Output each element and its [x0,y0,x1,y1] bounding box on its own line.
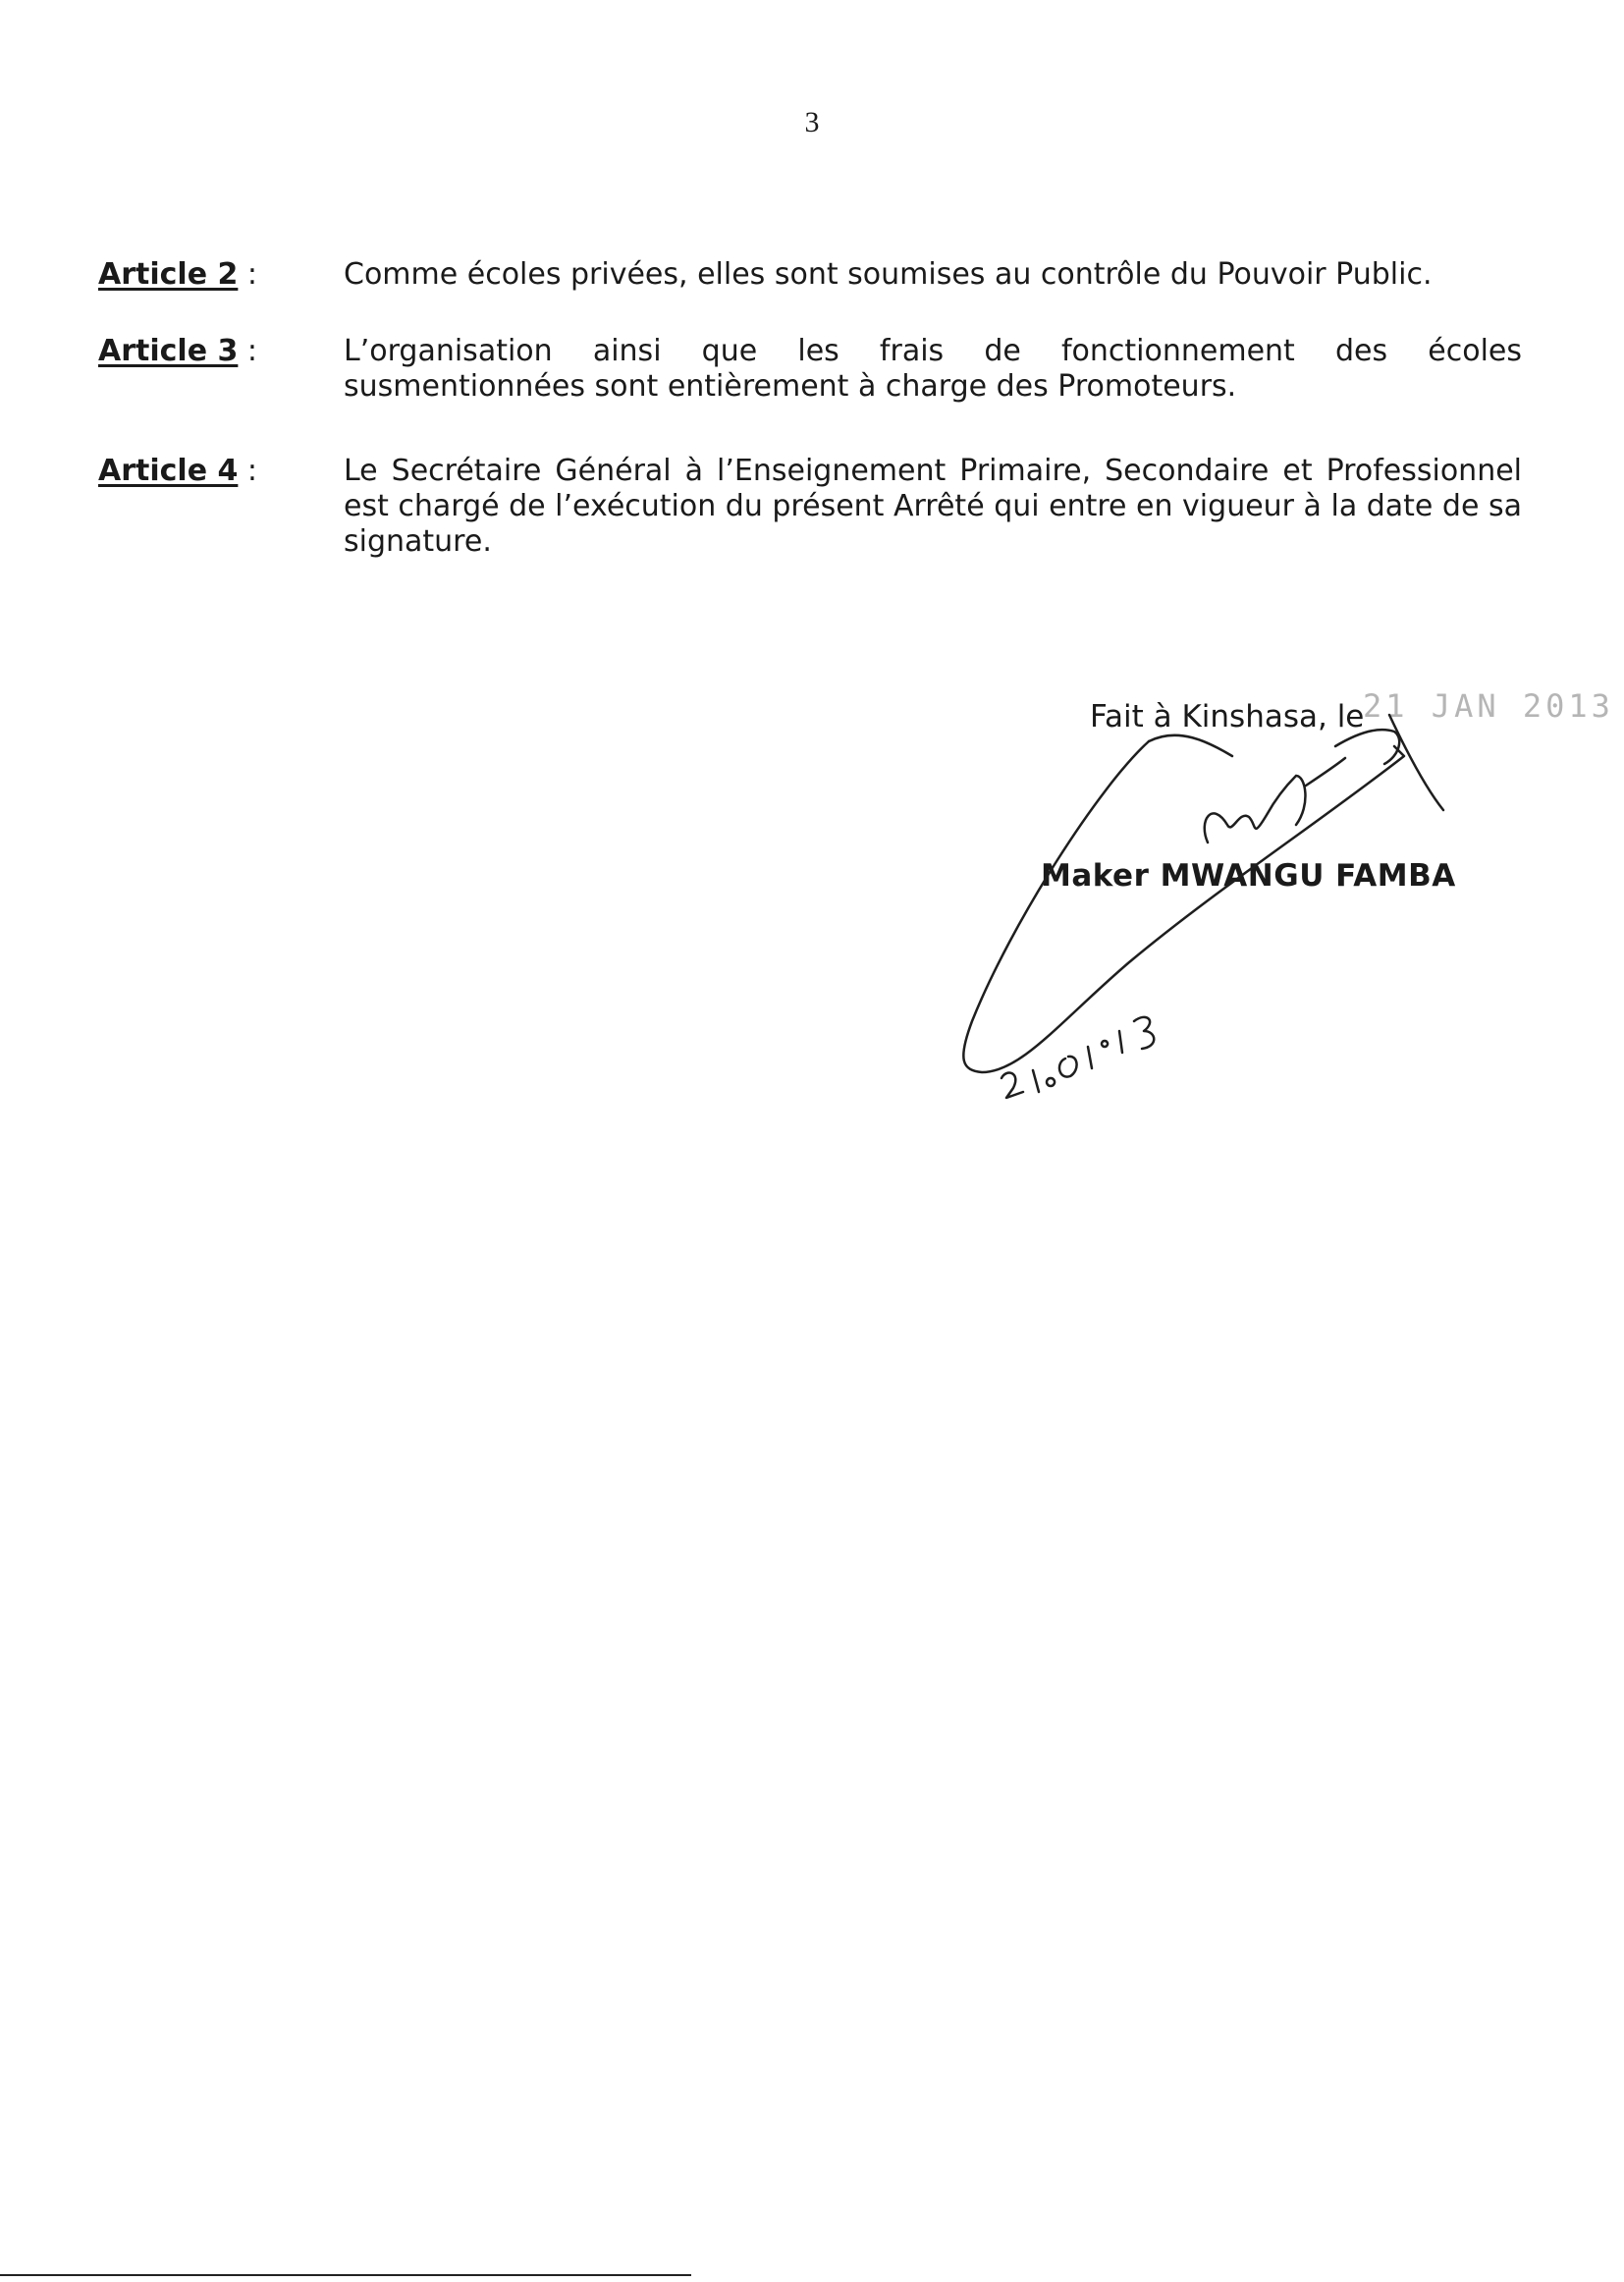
article-3-text: L’organisation ainsi que les frais de fonctionnement des écoles susmentionnées sont entièrement à charge des Promoteurs. [344,334,1522,404]
article-2-separator: : [238,257,258,292]
date-stamp: 21 JAN 2013 [1363,687,1614,725]
signature-right-stroke [1389,715,1443,810]
article-3-label [98,334,344,405]
article-2-title: Article 2 [98,257,239,292]
article-2 [98,257,1532,293]
signatory-name: Maker MWANGU FAMBA [1041,858,1456,894]
article-3-separator: : [238,334,258,368]
handwritten-date-strokes [1001,1017,1154,1098]
signature-initials [1205,730,1399,842]
article-3 [98,334,1532,405]
article-4-title: Article 4 [98,454,239,488]
article-2-label [98,257,344,293]
article-4-text: Le Secrétaire Général à l’Enseignement Primaire, Secondaire et Professionnel est chargé de l’exécution du présent Arrêté qui entre en vigueur à la date de sa signature. [344,454,1522,559]
article-4-separator: : [238,454,258,488]
page-number: 3 [804,106,820,138]
place-date: Fait à Kinshasa, le [1090,699,1365,734]
footer-rule [0,2274,691,2276]
signature-loop-stroke [963,741,1404,1072]
article-4 [98,454,1532,560]
article-2-text: Comme écoles privées, elles sont soumises au contrôle du Pouvoir Public. [344,257,1433,292]
signature-upper-stroke [1149,735,1232,756]
article-4-label [98,454,344,560]
article-3-title: Article 3 [98,334,239,368]
